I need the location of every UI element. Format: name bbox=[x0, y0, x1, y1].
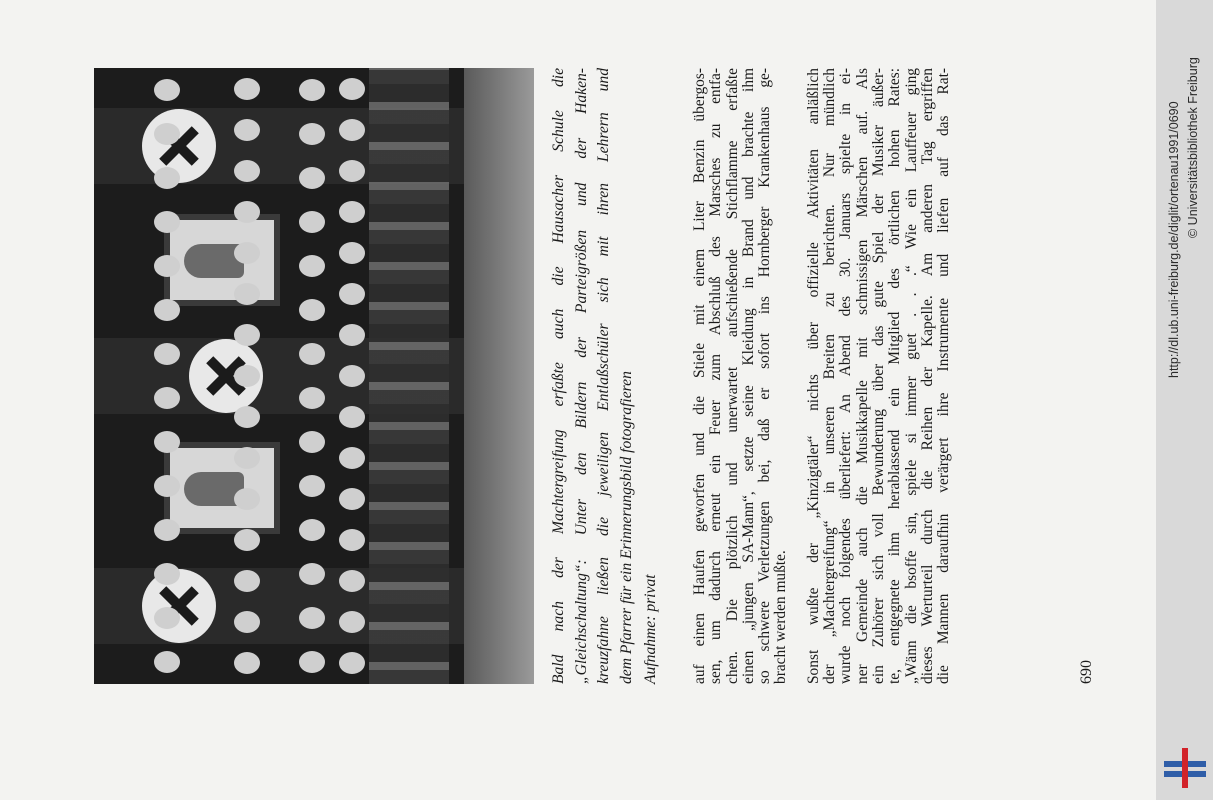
photo-caption bbox=[548, 68, 663, 684]
text-line: te, entgegnete ihm herablassend ein Mitglied des örtlichen hohen Rates: bbox=[886, 68, 904, 684]
logo-bar-red bbox=[1182, 748, 1188, 788]
people-row bbox=[234, 68, 260, 684]
paragraph-1 bbox=[692, 68, 790, 684]
historical-photograph bbox=[94, 68, 534, 684]
article-body bbox=[692, 68, 968, 684]
text-line: die Mannen daraufhin verärgert ihre Instrumente und liefen auf das Rat- bbox=[935, 68, 953, 684]
text-line: „Wänn die bsoffe sin, spiele si immer guet . . .“ Wie ein Lauffeuer ging bbox=[902, 68, 920, 684]
framed-portrait bbox=[164, 442, 280, 534]
people-row bbox=[339, 68, 365, 684]
copyright-notice: © Universitätsbibliothek Freiburg bbox=[1186, 57, 1200, 238]
paragraph-2 bbox=[806, 68, 953, 684]
caption-line: „Gleichschaltung“: Unter den Bildern der Parteigrößen und der Haken- bbox=[572, 68, 590, 684]
text-line: der „Machtergreifung“ in unseren Breiten zu berichten. Nur mündlich bbox=[821, 68, 839, 684]
source-url-link[interactable]: http://dl.ub.uni-freiburg.de/diglit/ortenau1991/0690 bbox=[1167, 101, 1181, 378]
people-row bbox=[299, 68, 325, 684]
text-line: wurde noch folgendes überliefert: An Abend des 30. Januars spielte in ei- bbox=[837, 68, 855, 684]
caption-line: dem Pfarrer für ein Erinnerungsbild fotografieren bbox=[617, 371, 635, 684]
text-line: so schwere Verletzungen bei, daß er sofort ins Hornberger Krankenhaus ge- bbox=[756, 68, 774, 684]
text-line: ein Zuhörer sich voll Bewunderung über das gute Spiel der Musiker äußer- bbox=[869, 68, 887, 684]
caption-line: kreuzfahne ließen die jeweiligen Entlaßschüler sich mit ihren Lehrern und bbox=[595, 68, 613, 684]
library-sidebar bbox=[1156, 0, 1213, 800]
text-line: einen „jungen SA-Mann“, setzte seine Kleidung in Brand und brachte ihm bbox=[739, 68, 757, 684]
text-line: bracht werden mußte. bbox=[772, 550, 790, 684]
people-clothing bbox=[369, 68, 449, 684]
photo-credit: Aufnahme: privat bbox=[642, 574, 660, 684]
caption-line: Bald nach der Machtergreifung erfaßte auch die Hausacher Schule die bbox=[550, 68, 567, 684]
framed-portrait bbox=[164, 214, 280, 306]
text-line: auf einen Haufen geworfen und die Stiele mit einem Liter Benzin übergos- bbox=[691, 68, 708, 684]
people-row bbox=[154, 68, 180, 684]
text-line: Sonst wußte der „Kinzigtäler“ nichts über offizielle Aktivitäten anläßlich bbox=[804, 68, 822, 684]
library-logo-icon bbox=[1164, 748, 1206, 788]
text-line: dieses Werturteil durch die Reihen der Kapelle. Am anderen Tag ergriffen bbox=[918, 68, 936, 684]
page-number: 690 bbox=[1078, 660, 1095, 684]
text-line: ner Gemeinde auch die Musikkapelle mit schmissigen Märschen auf. Als bbox=[853, 68, 871, 684]
text-line: chen. Die plötzlich und unerwartet aufschießende Stichflamme erfaßte bbox=[723, 68, 741, 684]
text-line: sen, um dadurch erneut ein Feuer zum Abschluß des Marsches zu entfa- bbox=[707, 68, 725, 684]
wooden-floor bbox=[464, 68, 534, 684]
sidebar-text bbox=[1156, 0, 1213, 800]
